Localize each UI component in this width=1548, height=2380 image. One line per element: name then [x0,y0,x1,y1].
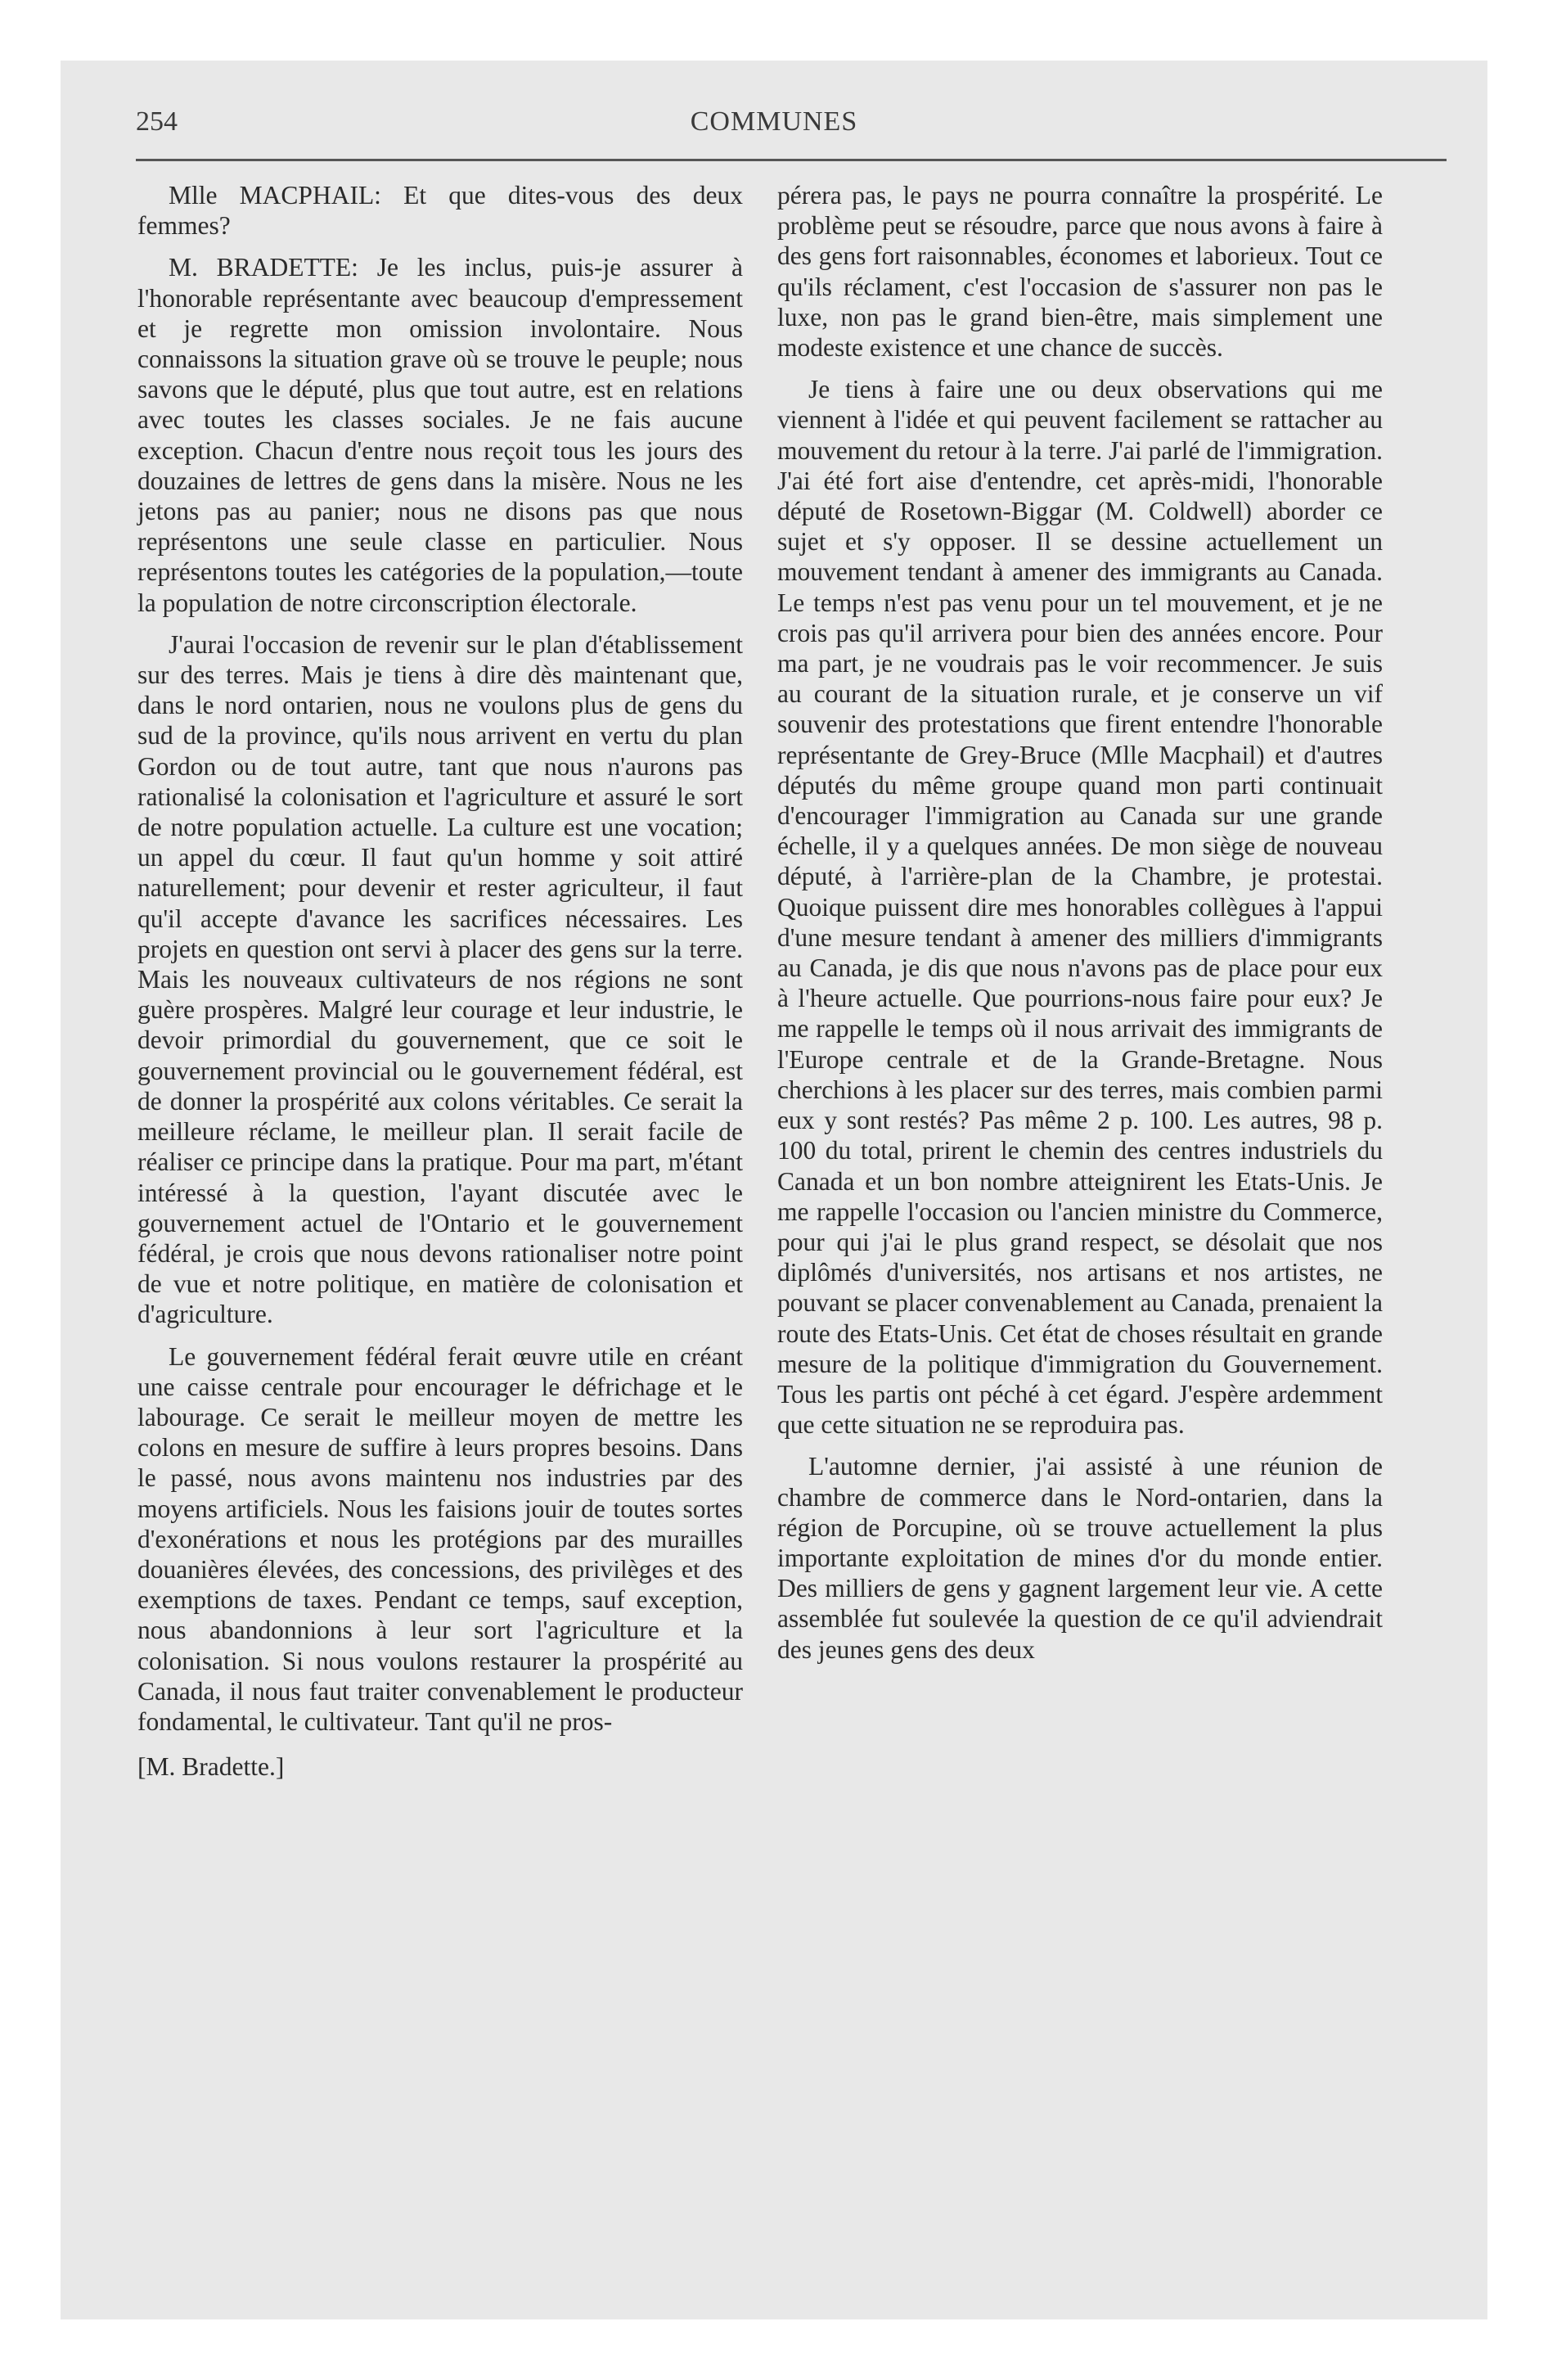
paragraph: Je tiens à faire une ou deux observations qui me viennent à l'idée et qui peuvent facilement se rattacher au mouvement du retour à la terre. J'ai parlé de l'immigration. J'ai été fort aise d'entendre, cet après-midi, l'honorable député de Rosetown-Biggar (M. Coldwell) aborder ce sujet et s'y opposer. Il se dessine actuellement un mouvement tendant à amener des immigrants au Canada. Le temps n'est pas venu pour un tel mouvement, et je ne crois pas qu'il arrivera pour bien des années encore. Pour ma part, je ne voudrais pas le voir recommencer. Je suis au courant de la situation rurale, et je conserve un vif souvenir des protestations que firent entendre l'honorable représentante de Grey-Bruce (Mlle Macphail) et d'autres députés du même groupe quand mon parti continuait d'encourager l'immigration au Canada sur une grande échelle, il y a quelques années. De mon siège de nouveau député, à l'arrière-plan de la Chambre, je protestai. Quoique puissent dire mes honorables collègues à l'appui d'une mesure tendant à amener des milliers d'immigrants au Canada, je dis que nous n'avons pas de place pour eux à l'heure actuelle. Que pourrions-nous faire pour eux? Je me rappelle le temps où il nous arrivait des immigrants de l'Europe centrale et de la Grande-Bretagne. Nous cherchions à les placer sur des terres, mais combien parmi eux y sont restés? Pas même 2 p. 100. Les autres, 98 p. 100 du total, prirent le chemin des centres industriels du Canada et un bon nombre atteignirent les Etats-Unis. Je me rappelle l'occasion ou l'ancien ministre du Commerce, pour qui j'ai le plus grand respect, se désolait que nos diplômés d'universités, nos artisans et nos artistes, ne pouvant se placer convenablement au Canada, prenaient la route des Etats-Unis. Cet état de choses résultait en grande mesure de la politique d'immigration du Gouvernement. Tous les partis ont péché à cet égard. J'espère ardemment que cette situation ne se reproduira pas. [777,375,1383,1440]
paragraph: L'automne dernier, j'ai assisté à une réunion de chambre de commerce dans le Nord-ontarien, dans la région de Porcupine, où se trouve actuellement la plus importante exploitation de mines d'or du monde entier. Des milliers de gens y gagnent largement leur vie. A cette assemblée fut soulevée la question de ce qu'il adviendrait des jeunes gens des deux [777,1452,1383,1664]
right-column [777,180,1383,1665]
speaker-signature: [M. Bradette.] [137,1752,285,1782]
paragraph: M. BRADETTE: Je les inclus, puis-je assurer à l'honorable représentante avec beaucoup d'empressement et je regrette mon omission involontaire. Nous connaissons la situation grave où se trouve le peuple; nous savons que le député, plus que tout autre, est en relations avec toutes les classes sociales. Je ne fais aucune exception. Chacun d'entre nous reçoit tous les jours des douzaines de lettres de gens dans la misère. Nous ne les jetons pas au panier; nous ne disons pas que nous représentons une seule classe en particulier. Nous représentons toutes les catégories de la population,—toute la population de notre circonscription électorale. [137,253,743,617]
page-number: 254 [136,106,178,137]
header-rule [136,159,1447,161]
left-column [137,180,743,1782]
page-scan [61,61,1487,2319]
page-header [136,106,1412,152]
paragraph: J'aurai l'occasion de revenir sur le plan d'établissement sur des terres. Mais je tiens à dire dès maintenant que, dans le nord ontarien, nous ne voulons plus de gens du sud de la province, qu'ils nous arrivent en vertu du plan Gordon ou de tout autre, tant que nous n'aurons pas rationalisé la colonisation et l'agriculture et assuré le sort de notre population actuelle. La culture est une vocation; un appel du cœur. Il faut qu'un homme y soit attiré naturellement; pour devenir et rester agriculteur, il faut qu'il accepte d'avance les sacrifices nécessaires. Les projets en question ont servi à placer des gens sur la terre. Mais les nouveaux cultivateurs de nos régions ne sont guère prospères. Malgré leur courage et leur industrie, le devoir primordial du gouvernement, que ce soit le gouvernement provincial ou le gouvernement fédéral, est de donner la prospérité aux colons véritables. Ce serait la meilleure réclame, le meilleur plan. Il serait facile de réaliser ce principe dans la pratique. Pour ma part, m'étant intéressé à la question, l'ayant discutée avec le gouvernement actuel de l'Ontario et le gouvernement fédéral, je crois que nous devons rationaliser notre point de vue et notre politique, en matière de colonisation et d'agriculture. [137,629,743,1329]
paragraph: Mlle MACPHAIL: Et que dites-vous des deux femmes? [137,181,743,241]
paragraph: pérera pas, le pays ne pourra connaître la prospérité. Le problème peut se résoudre, parce que nous avons à faire à des gens fort raisonnables, économes et laborieux. Tout ce qu'ils réclament, c'est l'occasion de s'assurer non pas le luxe, non pas le grand bien-être, mais simplement une modeste existence et une chance de succès. [777,181,1383,363]
running-head: COMMUNES [690,106,858,137]
paragraph: Le gouvernement fédéral ferait œuvre utile en créant une caisse centrale pour encourager le défrichage et le labourage. Ce serait le meilleur moyen de mettre les colons en mesure de suffire à leurs propres besoins. Dans le passé, nous avons maintenu nos industries par des moyens artificiels. Nous les faisions jouir de toutes sortes d'exonérations et nous les protégions par des murailles douanières élevées, des concessions, des privilèges et des exemptions de taxes. Pendant ce temps, sauf exception, nous abandonnions à leur sort l'agriculture et la colonisation. Si nous voulons restaurer la prospérité au Canada, il nous faut traiter convenablement le producteur fondamental, le cultivateur. Tant qu'il ne pros- [137,1341,743,1736]
